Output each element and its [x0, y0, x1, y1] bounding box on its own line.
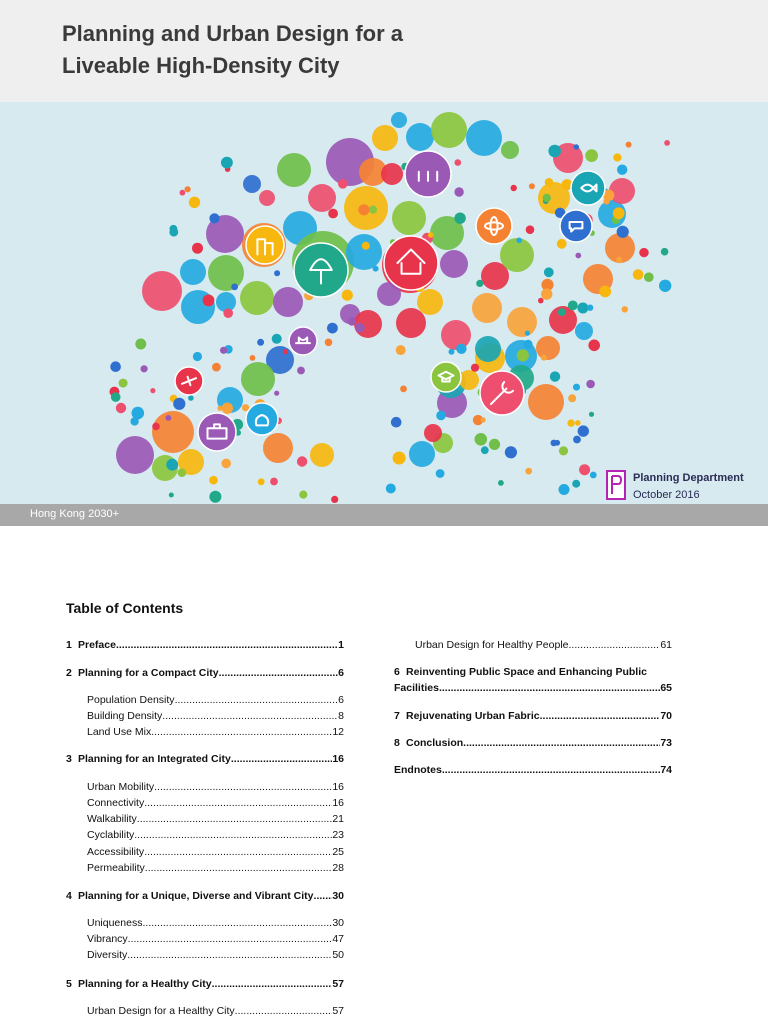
map-dot	[617, 226, 629, 238]
map-bubble	[440, 250, 468, 278]
toc-subentry[interactable]: Land Use Mix ..... 12	[87, 725, 344, 739]
toc-subentry[interactable]: Urban Mobility ..... 16	[87, 780, 344, 794]
map-dot	[222, 403, 233, 414]
map-dot	[538, 298, 544, 304]
map-bubble	[575, 322, 593, 340]
map-bubble	[273, 287, 303, 317]
map-dot	[369, 206, 377, 214]
map-dot	[231, 284, 238, 291]
map-dot	[299, 491, 307, 499]
map-bubble	[346, 234, 382, 270]
money-bag-icon	[246, 403, 278, 435]
department-name: Planning Department	[633, 472, 744, 484]
map-dot	[178, 468, 187, 477]
toc-subentry[interactable]: Uniqueness ..... 30	[87, 916, 344, 930]
map-bubble	[142, 271, 182, 311]
map-dot	[150, 388, 155, 393]
map-bubble	[409, 441, 435, 467]
map-dot	[511, 185, 517, 191]
map-dot	[297, 456, 307, 466]
map-dot	[342, 290, 353, 301]
map-dot	[358, 204, 369, 215]
map-dot	[169, 493, 174, 498]
map-dot	[270, 478, 278, 486]
map-dot	[188, 395, 194, 401]
map-dot	[297, 367, 305, 375]
map-bubble	[240, 281, 274, 315]
map-bubble	[116, 436, 154, 474]
map-dot	[577, 303, 588, 314]
map-dot	[471, 364, 479, 372]
people-icon	[405, 151, 451, 197]
map-dot	[545, 178, 554, 187]
wrench-icon	[480, 371, 524, 415]
toc-subentry[interactable]: Diversity ..... 50	[87, 948, 344, 962]
map-dot	[257, 339, 264, 346]
map-dot	[436, 411, 446, 421]
map-dot	[575, 253, 581, 259]
title-line-2: Liveable High-Density City	[62, 53, 340, 78]
map-dot	[613, 153, 621, 161]
planning-department-logo	[606, 470, 626, 500]
toc-subentry[interactable]: Accessibility ..... 25	[87, 845, 344, 859]
map-dot	[587, 305, 593, 311]
map-dot	[543, 194, 551, 202]
map-dot	[573, 384, 580, 391]
toc-subentry[interactable]: Cyclability ..... 23	[87, 828, 344, 842]
map-dot	[626, 142, 632, 148]
map-dot	[524, 340, 533, 349]
map-dot	[661, 248, 669, 256]
map-dot	[617, 165, 627, 175]
map-bubble	[263, 433, 293, 463]
publication-date: October 2016	[633, 489, 700, 501]
map-dot	[550, 371, 560, 381]
map-dot	[481, 446, 489, 454]
document-title	[62, 18, 662, 82]
map-bubble	[152, 411, 194, 453]
map-dot	[111, 392, 121, 402]
map-dot	[557, 239, 567, 249]
map-dot	[616, 257, 623, 264]
toc-subentry[interactable]: Urban Design for Healthy People ..... 61	[415, 638, 672, 652]
map-dot	[525, 468, 532, 475]
map-dot	[331, 496, 338, 503]
map-bubble	[259, 190, 275, 206]
map-dot	[209, 476, 218, 485]
map-dot	[386, 484, 396, 494]
map-bubble	[424, 424, 442, 442]
map-dot	[400, 386, 407, 393]
toc-subentry[interactable]: Population Density ..... 6	[87, 693, 344, 707]
toc-entry-line-2[interactable]: Facilities ..... 65	[394, 681, 672, 695]
map-dot	[355, 323, 365, 333]
map-dot	[185, 186, 191, 192]
map-dot	[622, 306, 628, 312]
map-dot	[559, 446, 568, 455]
map-dot	[170, 225, 178, 233]
map-dot	[481, 417, 486, 422]
map-bubble	[241, 362, 275, 396]
map-bubble	[500, 238, 534, 272]
toc-subentry[interactable]: Building Density ..... 8	[87, 709, 344, 723]
toc-entry[interactable]: 7 Rejuvenating Urban Fabric ..... 70	[394, 709, 672, 723]
map-dot	[152, 423, 160, 431]
map-dot	[526, 225, 535, 234]
map-dot	[517, 349, 529, 361]
map-dot	[396, 345, 406, 355]
map-dot	[559, 484, 570, 495]
toc-subentry[interactable]: Permeability ..... 28	[87, 861, 344, 875]
map-dot	[475, 433, 488, 446]
map-dot	[436, 469, 445, 478]
map-dot	[529, 183, 535, 189]
map-dot	[525, 331, 530, 336]
buildings-icon	[246, 226, 284, 264]
map-dot	[274, 270, 280, 276]
map-dot	[272, 334, 282, 344]
map-dot	[639, 248, 648, 257]
cover-illustration	[0, 102, 768, 504]
fish-icon	[571, 171, 605, 205]
airplane-icon	[175, 367, 203, 395]
tree-icon	[294, 243, 348, 297]
map-dot	[220, 347, 227, 354]
map-dot	[554, 440, 560, 446]
map-bubble	[372, 125, 398, 151]
map-dot	[338, 179, 348, 189]
map-bubble	[431, 112, 467, 148]
map-dot	[189, 197, 200, 208]
toc-entry[interactable]: 8 Conclusion ..... 73	[394, 736, 672, 750]
toc-entry-line-1[interactable]: 6 Reinventing Public Space and Enhancing Public	[394, 666, 647, 678]
map-dot	[585, 149, 598, 162]
map-dot	[456, 344, 466, 354]
map-dot	[573, 436, 581, 444]
toc-entry[interactable]: 5 Planning for a Healthy City ..... 57	[66, 977, 344, 991]
map-dot	[449, 349, 455, 355]
map-bubble	[536, 336, 560, 360]
map-dot	[119, 379, 128, 388]
title-line-1: Planning and Urban Design for a	[62, 21, 404, 46]
briefcase-icon	[198, 413, 236, 451]
map-dot	[212, 363, 221, 372]
toc-subentry[interactable]: Walkability ..... 21	[87, 812, 344, 826]
map-dot	[586, 380, 595, 389]
map-bubble	[459, 370, 479, 390]
map-dot	[362, 242, 370, 250]
map-dot	[574, 144, 579, 149]
map-dot	[130, 417, 138, 425]
map-dot	[498, 480, 504, 486]
toc-subentry[interactable]: Vibrancy ..... 47	[87, 932, 344, 946]
chat-icon	[560, 210, 592, 242]
toc-heading: Table of Contents	[66, 600, 184, 616]
map-dot	[116, 403, 126, 413]
map-bubble	[475, 336, 501, 362]
map-dot	[572, 480, 580, 488]
map-bubble	[392, 201, 426, 235]
map-bubble	[441, 320, 471, 350]
map-bubble	[310, 443, 334, 467]
map-dot	[428, 232, 434, 238]
map-dot	[348, 317, 357, 326]
map-dot	[135, 339, 146, 350]
map-bubble	[466, 120, 502, 156]
map-dot	[173, 398, 185, 410]
map-bubble	[528, 384, 564, 420]
series-band	[0, 504, 768, 526]
map-dot	[180, 190, 186, 196]
map-dot	[328, 209, 338, 219]
map-dot	[274, 391, 279, 396]
toc-entry[interactable]: 3 Planning for an Integrated City ..... 16	[66, 752, 344, 766]
toc-entry[interactable]: 4 Planning for a Unique, Diverse and Vibrant City ..... 30	[66, 889, 344, 903]
map-dot	[599, 286, 611, 298]
map-dot	[393, 452, 406, 465]
map-dot	[455, 159, 462, 166]
map-dot	[578, 425, 589, 436]
map-dot	[541, 355, 547, 361]
map-dot	[505, 446, 517, 458]
map-dot	[373, 266, 379, 272]
map-dot	[192, 243, 203, 254]
map-bubble	[243, 175, 261, 193]
toc-subentry[interactable]: Connectivity ..... 16	[87, 796, 344, 810]
toc-entry[interactable]: 2 Planning for a Compact City ..... 6	[66, 666, 344, 680]
map-dot	[489, 439, 500, 450]
map-dot	[165, 415, 171, 421]
bubble-map	[0, 102, 768, 504]
map-dot	[209, 213, 219, 223]
map-bubble	[406, 123, 434, 151]
map-bubble	[208, 255, 244, 291]
map-bubble	[308, 184, 336, 212]
toc-entry[interactable]: Endnotes ..... 74	[394, 763, 672, 777]
map-dot	[110, 361, 121, 372]
atom-icon	[476, 208, 512, 244]
map-dot	[541, 288, 552, 299]
map-dot	[516, 238, 522, 244]
series-label: Hong Kong 2030+	[30, 508, 119, 520]
map-dot	[588, 340, 600, 352]
map-dot	[193, 352, 202, 361]
map-dot	[454, 213, 465, 224]
map-dot	[575, 420, 581, 426]
map-dot	[476, 280, 483, 287]
map-dot	[327, 323, 338, 334]
map-dot	[558, 308, 566, 316]
map-dot	[589, 412, 594, 417]
map-dot	[166, 459, 178, 471]
bridge-icon	[289, 327, 317, 355]
map-dot	[544, 267, 554, 277]
map-bubble	[472, 293, 502, 323]
map-dot	[454, 187, 463, 196]
title-band	[0, 0, 768, 102]
map-bubble	[180, 259, 206, 285]
map-dot	[590, 472, 597, 479]
map-dot	[548, 145, 561, 158]
map-bubble	[507, 307, 537, 337]
map-dot	[633, 269, 644, 280]
map-dot	[613, 207, 625, 219]
map-dot	[221, 459, 231, 469]
map-dot	[568, 301, 578, 311]
map-bubble	[381, 163, 403, 185]
map-dot	[203, 295, 215, 307]
map-dot	[283, 349, 288, 354]
map-dot	[391, 417, 402, 428]
map-bubble	[417, 289, 443, 315]
map-dot	[568, 394, 576, 402]
map-dot	[325, 339, 333, 347]
map-dot	[567, 419, 574, 426]
map-dot	[258, 478, 265, 485]
map-dot	[659, 280, 671, 292]
map-dot	[250, 355, 256, 361]
map-dot	[221, 157, 233, 169]
map-dot	[664, 140, 670, 146]
map-dot	[644, 272, 654, 282]
map-bubble	[277, 153, 311, 187]
map-bubble	[391, 112, 407, 128]
map-dot	[141, 365, 148, 372]
toc-entry[interactable]: 1 Preface ..... 1	[66, 638, 344, 652]
map-dot	[209, 491, 221, 503]
map-bubble	[609, 178, 635, 204]
graduation-cap-icon	[431, 362, 461, 392]
map-dot	[223, 308, 233, 318]
map-dot	[579, 464, 590, 475]
map-bubble	[501, 141, 519, 159]
toc-subentry[interactable]: Urban Design for a Healthy City ..... 57	[87, 1004, 344, 1018]
home-icon	[384, 236, 438, 290]
map-bubble	[396, 308, 426, 338]
